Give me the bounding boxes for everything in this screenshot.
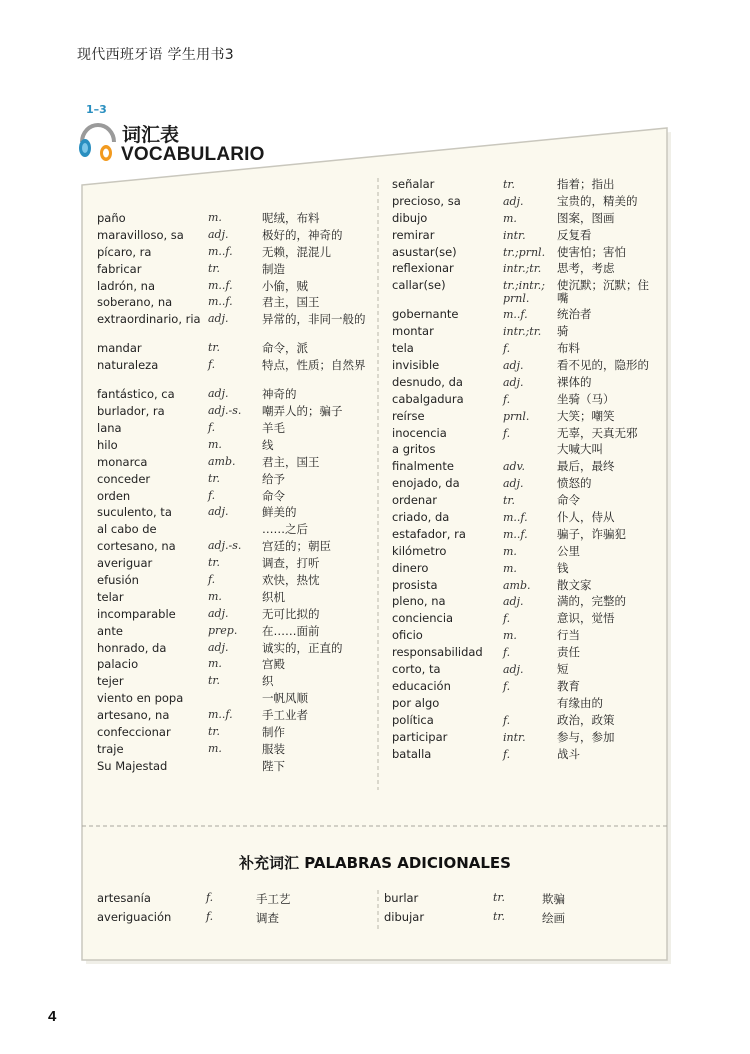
vocab-word: participar (392, 729, 448, 744)
vocab-word: incomparable (97, 606, 176, 621)
vocab-meaning: 呢绒，布料 (262, 211, 320, 225)
vocab-pos: f. (503, 713, 511, 727)
vocab-meaning: 君主，国王 (262, 454, 320, 469)
vocabulary-title-es: VOCABULARIO (121, 144, 265, 165)
vocab-word: tejer (97, 674, 124, 689)
vocab-meaning: 嘲弄人的；骗子 (262, 404, 343, 419)
vocab-meaning: 调查，打听 (262, 556, 320, 571)
vocab-word: cortesano, na (97, 539, 176, 554)
vocab-pos: intr. (503, 730, 526, 744)
vocab-meaning: 行当 (557, 628, 580, 643)
vocab-meaning: 大喊大叫 (557, 442, 603, 457)
vocab-meaning: 裸体的 (557, 374, 592, 389)
vocab-word: por algo (392, 695, 440, 710)
vocab-word: señalar (392, 177, 435, 191)
vocab-word: paño (97, 211, 126, 225)
vocab-pos: adj. (503, 663, 524, 677)
vocab-word: tela (392, 341, 414, 356)
supplement-meaning: 手工艺 (256, 892, 291, 906)
vocab-pos: amb. (208, 454, 236, 468)
vocab-pos: f. (208, 573, 216, 587)
vocab-meaning: 无赖，混混儿 (262, 244, 331, 259)
vocab-pos: adj. (208, 312, 229, 326)
vocab-word: montar (392, 324, 434, 339)
vocab-meaning: 钱 (557, 560, 569, 575)
vocab-word: responsabilidad (392, 645, 483, 660)
vocab-pos: adj. (503, 595, 524, 609)
vocab-word: Su Majestad (97, 758, 168, 773)
vocab-meaning: 陛下 (262, 758, 285, 773)
vocab-meaning: 使沉默；沉默；住嘴 (557, 278, 649, 306)
vocab-pos: adv. (503, 460, 526, 474)
vocab-pos: adj.-s. (208, 539, 242, 553)
vocab-pos: adj. (208, 640, 229, 654)
vocab-pos: m..f. (503, 527, 528, 541)
vocab-pos: m..f. (503, 308, 528, 322)
vocab-meaning: 羊毛 (262, 421, 285, 436)
vocab-meaning: 布料 (557, 341, 580, 356)
vocab-word: viento en popa (97, 691, 184, 706)
supplement-meaning: 绘画 (542, 911, 565, 925)
vocab-meaning: 坐骑（马） (557, 391, 615, 406)
vocab-meaning: 统治者 (557, 307, 592, 322)
vocab-word: monarca (97, 454, 148, 469)
vocab-pos: adj.-s. (208, 404, 242, 418)
vocab-pos: f. (503, 426, 511, 440)
vocab-meaning: 参与，参加 (557, 729, 615, 744)
vocab-word: fabricar (97, 261, 142, 276)
supplement-meaning: 调查 (256, 911, 279, 925)
vocab-pos: adj. (208, 387, 229, 401)
vocab-word: pícaro, ra (97, 244, 152, 259)
vocab-word: dibujo (392, 210, 428, 225)
headphone-icon (76, 112, 120, 164)
vocab-word: suculento, ta (97, 505, 172, 520)
vocab-word: honrado, da (97, 640, 167, 655)
vocab-meaning: 责任 (557, 645, 580, 660)
vocab-meaning: 给予 (262, 471, 285, 486)
vocab-meaning: 思考，考虑 (557, 261, 615, 276)
vocab-meaning: 制造 (262, 261, 285, 276)
vocab-word: cabalgadura (392, 391, 464, 406)
vocab-pos: f. (503, 747, 511, 761)
vocab-meaning: 政治，政策 (557, 712, 615, 727)
vocab-word: soberano, na (97, 295, 173, 310)
vocab-word: hilo (97, 437, 118, 452)
vocab-meaning: 战斗 (557, 746, 580, 761)
vocab-pos: adj. (208, 606, 229, 620)
vocab-word: kilómetro (392, 543, 447, 558)
vocab-word: ladrón, na (97, 278, 155, 293)
vocab-meaning: 指着；指出 (557, 177, 615, 191)
vocab-meaning: 诚实的，正直的 (262, 640, 343, 655)
supplement-word: artesanía (97, 891, 151, 905)
vocab-word: lana (97, 421, 122, 436)
vocab-meaning: 骗子，诈骗犯 (557, 526, 626, 541)
vocab-word: estafador, ra (392, 526, 466, 541)
vocab-word: batalla (392, 746, 432, 761)
vocab-word: artesano, na (97, 708, 170, 723)
vocab-pos: m..f. (208, 278, 233, 292)
vocab-meaning: 手工业者 (262, 708, 308, 723)
supplement-pos: f. (206, 910, 214, 923)
vocab-meaning: 图案，图画 (557, 210, 615, 225)
vocab-meaning: 无可比拟的 (262, 606, 320, 621)
vocab-pos: m. (208, 589, 222, 603)
vocab-word: finalmente (392, 459, 454, 474)
vocab-meaning: 欢快，热忱 (262, 573, 320, 588)
vocab-pos: m. (503, 211, 517, 225)
vocab-meaning: 神奇的 (262, 387, 297, 402)
vocab-meaning: 特点，性质；自然界 (262, 358, 366, 373)
vocab-meaning: 线 (262, 437, 274, 452)
vocab-pos: tr. (503, 494, 515, 508)
vocab-meaning: 骑 (557, 324, 569, 339)
vocab-meaning: 仆人，侍从 (557, 510, 615, 525)
vocab-word: criado, da (392, 510, 450, 525)
vocab-meaning: 在……面前 (262, 623, 320, 638)
vocab-pos (503, 695, 553, 697)
vocab-pos: adj. (208, 227, 229, 241)
supplement-pos: tr. (493, 891, 505, 904)
vocab-word: desnudo, da (392, 374, 463, 389)
vocab-word: callar(se) (392, 278, 446, 293)
vocab-pos: m..f. (208, 295, 233, 309)
vocab-word: oficio (392, 628, 423, 643)
vocab-word: reflexionar (392, 261, 454, 276)
vocab-meaning: 有缘由的 (557, 695, 603, 710)
vocab-meaning: ……之后 (262, 522, 308, 537)
vocab-pos: f. (208, 358, 216, 372)
vocab-pos: tr.;prnl. (503, 245, 546, 259)
vocab-meaning: 服装 (262, 741, 285, 756)
vocab-word: ordenar (392, 493, 438, 508)
vocab-word: maravilloso, sa (97, 227, 184, 242)
vocab-pos (503, 441, 553, 443)
vocab-pos: f. (503, 612, 511, 626)
vocab-pos: adj. (208, 505, 229, 519)
vocab-meaning: 命令 (262, 488, 285, 503)
vocab-word: burlador, ra (97, 404, 165, 419)
vocab-pos: f. (208, 421, 216, 435)
vocab-pos: m. (208, 741, 222, 755)
vocab-meaning: 制作 (262, 725, 285, 740)
vocab-meaning: 教育 (557, 678, 580, 693)
vocab-word: extraordinario, ria (97, 312, 201, 327)
vocab-word: gobernante (392, 307, 459, 322)
vocab-pos: prep. (208, 623, 238, 637)
supplement-title: 补充词汇 PALABRAS ADICIONALES (239, 854, 511, 872)
vocab-meaning: 小偷，贼 (262, 278, 308, 293)
supplement-word: burlar (384, 891, 419, 905)
vocab-word: corto, ta (392, 662, 441, 677)
supplement-pos: tr. (493, 910, 505, 923)
vocab-word: confeccionar (97, 725, 171, 740)
vocab-pos: m..f. (208, 244, 233, 258)
vocab-pos: intr.;tr. (503, 262, 542, 276)
page-number: 4 (48, 1008, 57, 1025)
vocab-word: reírse (392, 408, 425, 423)
vocab-pos: prnl. (503, 409, 530, 423)
vocab-meaning: 织机 (262, 589, 285, 604)
vocab-pos: intr. (503, 228, 526, 242)
vocab-pos: adj. (503, 477, 524, 491)
vocab-meaning: 命令，派 (262, 341, 308, 356)
vocab-word: prosista (392, 577, 438, 592)
vocab-meaning: 大笑；嘲笑 (557, 408, 615, 423)
vocab-meaning: 意识，觉悟 (557, 611, 615, 626)
supplement-word: averiguación (97, 910, 172, 924)
vocab-meaning: 鲜美的 (262, 505, 297, 520)
vocabulary-title-cn: 词汇表 (122, 124, 180, 146)
vocab-word: invisible (392, 358, 440, 373)
vocab-word: al cabo de (97, 522, 157, 537)
vocab-meaning: 织 (262, 674, 274, 689)
vocab-pos: tr. (208, 725, 220, 739)
vocab-word: telar (97, 589, 124, 604)
vocab-meaning: 命令 (557, 493, 580, 508)
section-number: 1–3 (86, 103, 107, 116)
vocab-meaning: 一帆风顺 (262, 691, 308, 706)
vocab-word: precioso, sa (392, 193, 461, 208)
vocab-pos: f. (503, 646, 511, 660)
vocab-pos: tr. (208, 341, 220, 355)
vocab-pos: adj. (503, 359, 524, 373)
vocab-meaning: 宝贵的，精美的 (557, 193, 638, 208)
vocab-word: pleno, na (392, 594, 446, 609)
vocab-word: palacio (97, 657, 139, 672)
vocab-meaning: 短 (557, 662, 569, 677)
vocab-pos: m. (208, 437, 222, 451)
vocab-pos: intr.;tr. (503, 325, 542, 339)
vocab-word: dinero (392, 560, 429, 575)
vocab-word: ante (97, 623, 123, 638)
vocab-word: enojado, da (392, 476, 460, 491)
vocab-meaning: 散文家 (557, 577, 592, 592)
vocab-meaning: 最后，最终 (557, 459, 615, 474)
vocab-meaning: 使害怕；害怕 (557, 244, 626, 259)
vocab-pos: m. (208, 657, 222, 671)
vocab-meaning: 满的，完整的 (557, 594, 626, 609)
vocab-word: remirar (392, 227, 435, 242)
vocab-word: mandar (97, 341, 142, 356)
vocab-pos: tr.;intr.; prnl. (503, 279, 545, 306)
vocab-word: traje (97, 741, 124, 756)
supplement-pos: f. (206, 891, 214, 904)
vocab-pos: tr. (208, 556, 220, 570)
vocab-pos: m..f. (503, 511, 528, 525)
vocab-word: conceder (97, 471, 151, 486)
vocab-word: educación (392, 678, 451, 693)
vocab-pos: f. (503, 679, 511, 693)
vocab-word: conciencia (392, 611, 454, 626)
vocab-meaning: 愤怒的 (557, 476, 592, 491)
vocab-pos: tr. (208, 471, 220, 485)
vocab-meaning: 无辜，天真无邪 (557, 425, 638, 440)
vocab-meaning: 公里 (557, 543, 580, 558)
vocab-pos: m. (503, 544, 517, 558)
book-title: 现代西班牙语 学生用书3 (77, 47, 234, 63)
vocab-word: a gritos (392, 442, 436, 457)
vocab-meaning: 宫殿 (262, 657, 285, 672)
vocab-pos: f. (208, 488, 216, 502)
vocab-meaning: 反复看 (557, 227, 592, 242)
vocab-pos: tr. (503, 178, 515, 191)
vocab-pos: m. (503, 561, 517, 575)
vocab-pos: m..f. (208, 708, 233, 722)
vocab-pos: f. (503, 392, 511, 406)
vocab-pos: amb. (503, 578, 531, 592)
vocab-word: política (392, 712, 434, 727)
vocab-meaning: 宫廷的；朝臣 (262, 539, 331, 554)
vocab-pos: tr. (208, 261, 220, 275)
vocab-word: fantástico, ca (97, 387, 175, 402)
vocab-word: efusión (97, 573, 139, 588)
vocab-word: averiguar (97, 556, 153, 571)
vocab-pos: tr. (208, 674, 220, 688)
vocab-meaning: 极好的，神奇的 (262, 227, 343, 242)
vocab-pos: m. (503, 629, 517, 643)
supplement-word: dibujar (384, 910, 425, 924)
vocab-pos: adj. (503, 375, 524, 389)
vocab-meaning: 看不见的，隐形的 (557, 358, 649, 373)
vocab-pos: m. (208, 211, 222, 224)
vocab-meaning: 君主，国王 (262, 295, 320, 310)
vocab-word: asustar(se) (392, 244, 457, 259)
vocab-word: orden (97, 488, 131, 503)
vocab-pos: adj. (503, 194, 524, 208)
vocab-pos: f. (503, 342, 511, 356)
vocab-word: naturaleza (97, 358, 159, 373)
supplement-meaning: 欺骗 (542, 892, 565, 906)
vocab-word: inocencia (392, 425, 447, 440)
vocab-meaning: 异常的，非同一般的 (262, 312, 366, 327)
